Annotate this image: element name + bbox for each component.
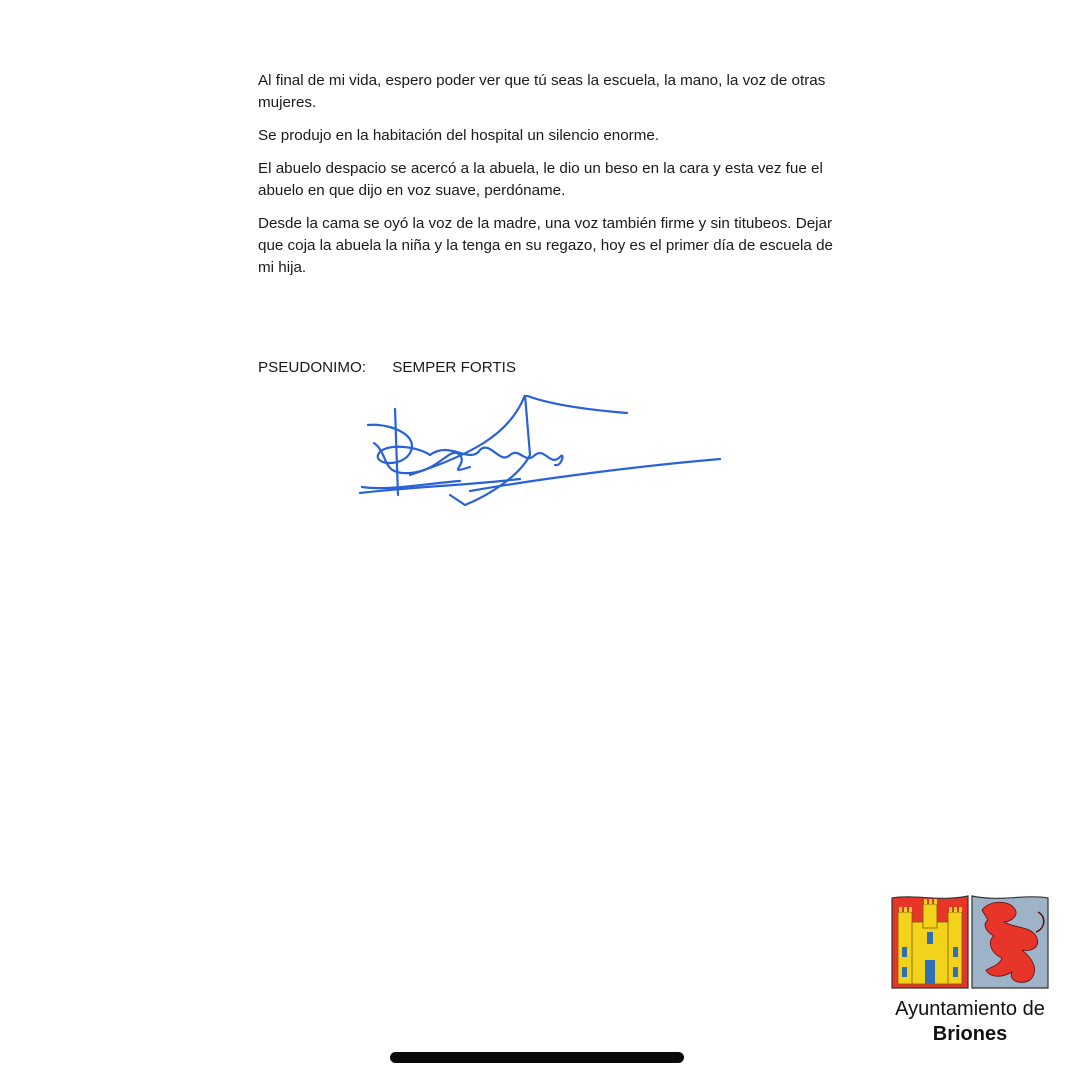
pseudonym-value: SEMPER FORTIS — [392, 359, 517, 376]
paragraph: Al final de mi vida, espero poder ver que tú seas la escuela, la mano, la voz de otras mujeres. — [258, 72, 826, 111]
paragraph: Desde la cama se oyó la voz de la madre, una voz también firme y sin titubeos. Dejar que coja la abuela la niña y la tenga en su regazo, hoy es el primer día de escuela de mi hija. — [258, 215, 833, 276]
document-body — [258, 70, 838, 290]
logo-town-name: Briones — [932, 1023, 1008, 1045]
municipal-logo — [875, 892, 1065, 1052]
logo-title: Ayuntamiento de — [895, 998, 1045, 1020]
handwritten-signature — [350, 395, 730, 515]
pseudonym-line — [258, 357, 516, 379]
home-indicator[interactable] — [390, 1052, 684, 1063]
paragraph: Se produjo en la habitación del hospital un silencio enorme. — [258, 127, 660, 144]
paragraph: El abuelo despacio se acercó a la abuela, le dio un beso en la cara y esta vez fue el abuelo en que dijo en voz suave, perdóname. — [258, 160, 823, 199]
pseudonym-label: PSEUDONIMO: — [258, 359, 367, 376]
coat-of-arms-icon — [890, 892, 1050, 992]
